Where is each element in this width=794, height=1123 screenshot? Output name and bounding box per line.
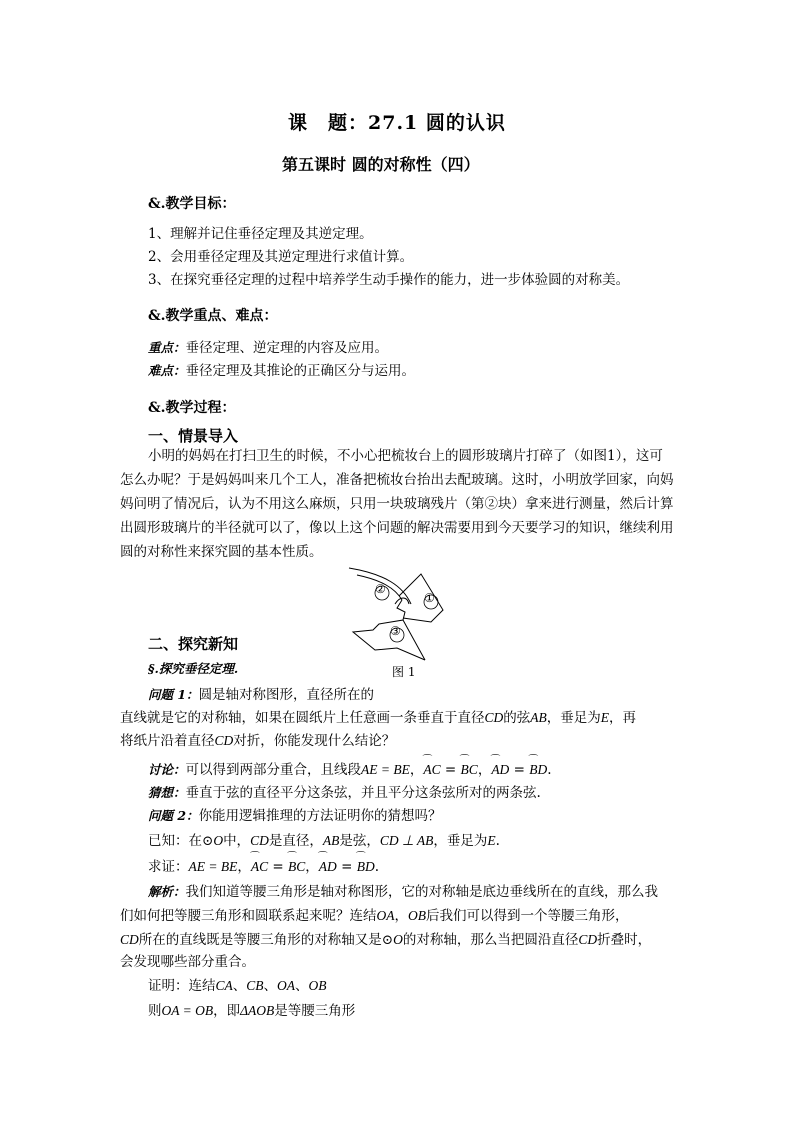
guess-text: 垂直于弦的直径平分这条弦，并且平分这条弦所对的两条弦. <box>185 785 541 801</box>
math-CD: CD <box>484 710 504 725</box>
math-AE-BE: AE = BE <box>361 762 410 777</box>
intro-paragraph: 小明的妈妈在打扫卫生的时候，不小心把梳妆台上的圆形玻璃片打碎了（如图1），这可怎么办呢？于是妈妈叫来几个工人，准备把梳妆台抬出去配玻璃。这时，小明放学回家，向妈妈问明了情况后，认为不用这么麻烦，只用一块玻璃残片（第②块）拿来进行测量，然后计算出圆形玻璃片的半径就可以了，像以上这个问题的解决需要用到今天要学习的知识，继续利用圆的对称性来探究圆的基本性质。 <box>120 448 674 560</box>
analysis-text: 我们知道等腰三角形是轴对称图形，它的对称轴是底边垂线所在的直线，那么我 <box>185 884 659 900</box>
math-OA: OA <box>376 908 395 923</box>
prove-line <box>148 855 379 879</box>
question-1-line-3 <box>120 729 395 753</box>
known-part: ，垂足为 <box>433 833 488 849</box>
punct: . <box>374 859 379 875</box>
shard-3-outline <box>353 600 425 660</box>
punct: ， <box>477 762 492 778</box>
math-OA-OB: OA = OB <box>161 1003 214 1018</box>
q1-text-part: 直线就是它的对称轴，如果在圆纸片上任意画一条垂直于直径 <box>120 710 485 726</box>
question-1-line-2 <box>120 706 636 730</box>
goals-heading: &.教学目标： <box>148 196 236 212</box>
arc-AD: ⌒ AD <box>319 855 337 878</box>
question-1-text: 圆是轴对称图形，直径所在的 <box>198 687 375 703</box>
guess-line <box>148 781 541 805</box>
math-CD: CD <box>250 833 269 848</box>
analysis-line-4: 会发现哪些部分重合。 <box>120 954 255 970</box>
math-perp: CD ⊥ AB <box>379 833 434 848</box>
known-part: 中， <box>223 833 251 849</box>
figure-caption: 图 1 <box>392 665 416 679</box>
key-text: 垂径定理、逆定理的内容及应用。 <box>185 340 389 356</box>
difficulty-label: 难点： <box>148 363 186 378</box>
figure-label-1: ① <box>424 591 435 605</box>
analysis-line-1 <box>148 880 658 904</box>
analysis-part: 的对称轴，那么当把圆沿直径 <box>402 932 579 948</box>
keypoints-heading: &.教学重点、难点： <box>148 308 278 324</box>
page-title: 课 题：27.1 圆的认识 <box>288 112 506 134</box>
proof-part: ，即 <box>213 1003 241 1019</box>
analysis-line-2 <box>120 904 629 928</box>
proof-line-2 <box>148 999 355 1023</box>
math-AB: AB <box>322 833 340 848</box>
section-intro-title: 一、情景导入 <box>148 427 239 445</box>
q1-text-part: ，再 <box>609 710 637 726</box>
punct: ， <box>409 762 424 778</box>
goal-item-2: 2、会用垂径定理及其逆定理进行求值计算。 <box>148 249 414 265</box>
discussion-line <box>148 758 552 782</box>
math-OA: OA <box>277 978 296 993</box>
analysis-part: 所在的直线既是等腰三角形的对称轴又是⊙ <box>138 932 394 948</box>
proof-part: 则 <box>148 1003 162 1019</box>
punct: 、 <box>263 978 278 994</box>
discussion-label: 讨论： <box>148 762 186 777</box>
known-part: . <box>495 833 500 849</box>
guess-label: 猜想： <box>148 785 186 800</box>
prove-label: 求证： <box>148 859 189 875</box>
subsection-title: §.探究垂径定理. <box>148 661 239 676</box>
analysis-part: 折叠时， <box>597 932 652 948</box>
math-E: E <box>600 710 610 725</box>
punct: = <box>268 859 289 875</box>
punct: 、 <box>295 978 309 994</box>
process-heading: &.教学过程： <box>148 400 236 416</box>
analysis-line-3 <box>120 928 651 952</box>
punct: ， <box>237 859 251 875</box>
analysis-part: 后我们可以得到一个等腰三角形， <box>426 908 629 924</box>
math-CA: CA <box>215 978 233 993</box>
known-part: 是弦， <box>339 833 380 849</box>
difficulty-line <box>148 359 415 383</box>
q1-text-part: 对折，你能发现什么结论？ <box>233 733 396 749</box>
arc-BC: ⌒ BC <box>288 855 305 878</box>
math-CD: CD <box>578 932 598 947</box>
section-explore-title: 二、探究新知 <box>148 635 239 653</box>
math-AB: AB <box>530 710 547 725</box>
punct: = <box>440 762 461 778</box>
punct: = <box>336 859 357 875</box>
key-label: 重点： <box>148 340 186 355</box>
arc-AD: ⌒ AD <box>491 758 509 781</box>
analysis-part: ， <box>394 908 408 924</box>
known-part: 是直径， <box>268 833 323 849</box>
question-2-line <box>148 804 442 828</box>
goal-item-1: 1、理解并记住垂径定理及其逆定理。 <box>148 226 373 242</box>
math-CD: CD <box>214 733 234 748</box>
proof-line-1 <box>148 974 327 998</box>
discussion-text: 可以得到两部分重合，且线段 <box>185 762 362 778</box>
analysis-part: 们如何把等腰三角形和圆联系起来呢？连结 <box>120 908 377 924</box>
q1-text-part: 的弦 <box>503 710 531 726</box>
punct: ， <box>305 859 319 875</box>
arc-AC: ⌒ AC <box>423 758 440 781</box>
analysis-label: 解析： <box>148 884 186 899</box>
math-CD: CD <box>120 932 139 947</box>
math-OB: OB <box>308 978 327 993</box>
punct: = <box>509 762 530 778</box>
arc-AC: ⌒ AC <box>251 855 268 878</box>
math-E: E <box>487 833 496 848</box>
question-1-label: 问题 1： <box>148 687 199 702</box>
shard-2-edge <box>395 598 409 604</box>
arc-BC: ⌒ BC <box>461 758 478 781</box>
figure-label-2: ② <box>375 582 386 596</box>
question-2-label: 问题 2： <box>148 808 199 823</box>
math-O: O <box>393 932 403 947</box>
math-OB: OB <box>408 908 426 923</box>
q1-text-part: 将纸片沿着直径 <box>120 733 215 749</box>
page-subtitle: 第五课时 圆的对称性（四） <box>282 155 480 174</box>
goal-item-3: 3、在探究垂径定理的过程中培养学生动手操作的能力，进一步体验圆的对称美。 <box>148 272 630 288</box>
math-triangle-AOB: ΔAOB <box>240 1003 275 1018</box>
punct: 、 <box>232 978 247 994</box>
known-part: 已知：在⊙ <box>148 833 214 849</box>
figure-label-3: ③ <box>390 624 401 638</box>
proof-part: 是等腰三角形 <box>274 1003 356 1019</box>
proof-part: 证明：连结 <box>148 978 216 994</box>
math-CB: CB <box>246 978 264 993</box>
difficulty-text: 垂径定理及其推论的正确区分与运用。 <box>185 363 416 379</box>
math-AE-BE: AE = BE <box>188 859 238 874</box>
punct: . <box>547 762 552 778</box>
arc-BD: ⌒ BD <box>529 758 547 781</box>
q1-text-part: ，垂足为 <box>546 710 601 726</box>
question-1-line-1 <box>148 683 374 707</box>
question-2-text: 你能用逻辑推理的方法证明你的猜想吗？ <box>198 808 442 824</box>
arc-BD: ⌒ BD <box>357 855 375 878</box>
shard-split-line <box>403 620 425 660</box>
key-point-line <box>148 336 388 360</box>
math-O: O <box>213 833 224 848</box>
